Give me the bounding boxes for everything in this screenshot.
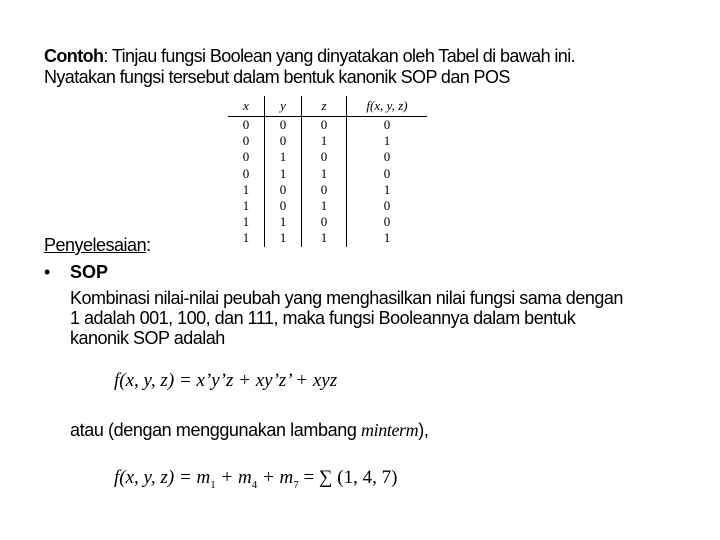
table-cell: 0 [265, 198, 302, 214]
sop-label: SOP [70, 262, 109, 282]
table-cell: 0 [302, 182, 347, 198]
table-cell: 0 [265, 117, 302, 134]
atau-text [70, 420, 428, 441]
intro-line2: Nyatakan fungsi tersebut dalam bentuk kanonik SOP dan POS [44, 67, 510, 87]
table-cell: 0 [302, 149, 347, 165]
table-row [228, 230, 427, 246]
solution-heading [44, 235, 151, 256]
table-cell: 0 [347, 214, 428, 230]
atau-suffix: ), [418, 420, 429, 440]
table-cell: 0 [242, 149, 250, 165]
table-row [228, 198, 427, 214]
solution-heading-colon: : [146, 235, 151, 255]
table-cell: 1 [347, 182, 428, 198]
table-cell: 1 [347, 133, 428, 149]
table-cell: 1 [242, 181, 250, 197]
table-cell: 1 [265, 230, 302, 246]
table-cell: 0 [265, 182, 302, 198]
minterm-mid2: + m [257, 467, 294, 488]
table-cell: 0 [347, 166, 428, 182]
table-cell: 1 [302, 133, 347, 149]
bullet-icon: • [44, 262, 51, 282]
table-cell: 0 [242, 117, 250, 132]
header-y: y [265, 96, 302, 117]
solution-heading-text: Penyelesaian [44, 235, 147, 255]
table-row [228, 182, 427, 198]
table-cell: 0 [302, 117, 347, 134]
minterm-equation [114, 467, 397, 491]
table-cell: 1 [347, 230, 428, 246]
table-cell: 0 [347, 149, 428, 165]
header-f: f(x, y, z) [347, 96, 428, 117]
sop-paragraph [70, 288, 623, 348]
table-row [228, 149, 427, 165]
minterm-sub7: 7 [293, 478, 299, 491]
header-x: x [228, 96, 265, 117]
intro-line1: : Tinjau fungsi Boolean yang dinyatakan oleh Tabel di bawah ini. [103, 46, 576, 66]
intro-label: Contoh [44, 46, 104, 66]
table-cell: 1 [242, 230, 250, 246]
atau-prefix: atau (dengan menggunakan lambang [70, 420, 362, 440]
table-cell: 0 [347, 117, 428, 134]
table-row [228, 166, 427, 182]
sop-equation [114, 370, 337, 392]
para-line1: Kombinasi nilai-nilai peubah yang menghasilkan nilai fungsi sama dengan [70, 288, 623, 308]
intro-text [44, 46, 575, 88]
table-cell: 1 [265, 149, 302, 165]
minterm-sub1: 1 [210, 478, 216, 491]
atau-term: minterm [361, 420, 419, 440]
sop-equation-text: f(x, y, z) = x’y’z + xy’z’ + xyz [114, 370, 338, 391]
table-cell: 1 [265, 166, 302, 182]
table-cell: 0 [242, 133, 250, 149]
table-cell: 1 [242, 214, 250, 230]
header-z: z [302, 96, 347, 117]
table-cell: 1 [242, 198, 250, 214]
table-cell: 1 [265, 214, 302, 230]
minterm-rhs: = ∑ (1, 4, 7) [298, 467, 398, 488]
minterm-sub4: 4 [251, 478, 258, 491]
table-cell: 0 [302, 214, 347, 230]
minterm-lhs: f(x, y, z) = m [114, 467, 211, 488]
truth-table-header [228, 96, 427, 117]
table-row [228, 133, 427, 149]
table-cell: 0 [347, 198, 428, 214]
table-cell: 0 [265, 133, 302, 149]
table-row [228, 214, 427, 230]
table-row [228, 117, 427, 134]
table-cell: 1 [302, 166, 347, 182]
table-cell: 1 [302, 230, 347, 246]
para-line2: 1 adalah 001, 100, dan 111, maka fungsi Booleannya dalam bentuk [70, 308, 576, 328]
table-cell: 1 [302, 198, 347, 214]
para-line3: kanonik SOP adalah [70, 328, 225, 348]
minterm-mid1: + m [215, 467, 252, 488]
truth-table [228, 96, 427, 247]
table-cell: 0 [242, 165, 250, 181]
